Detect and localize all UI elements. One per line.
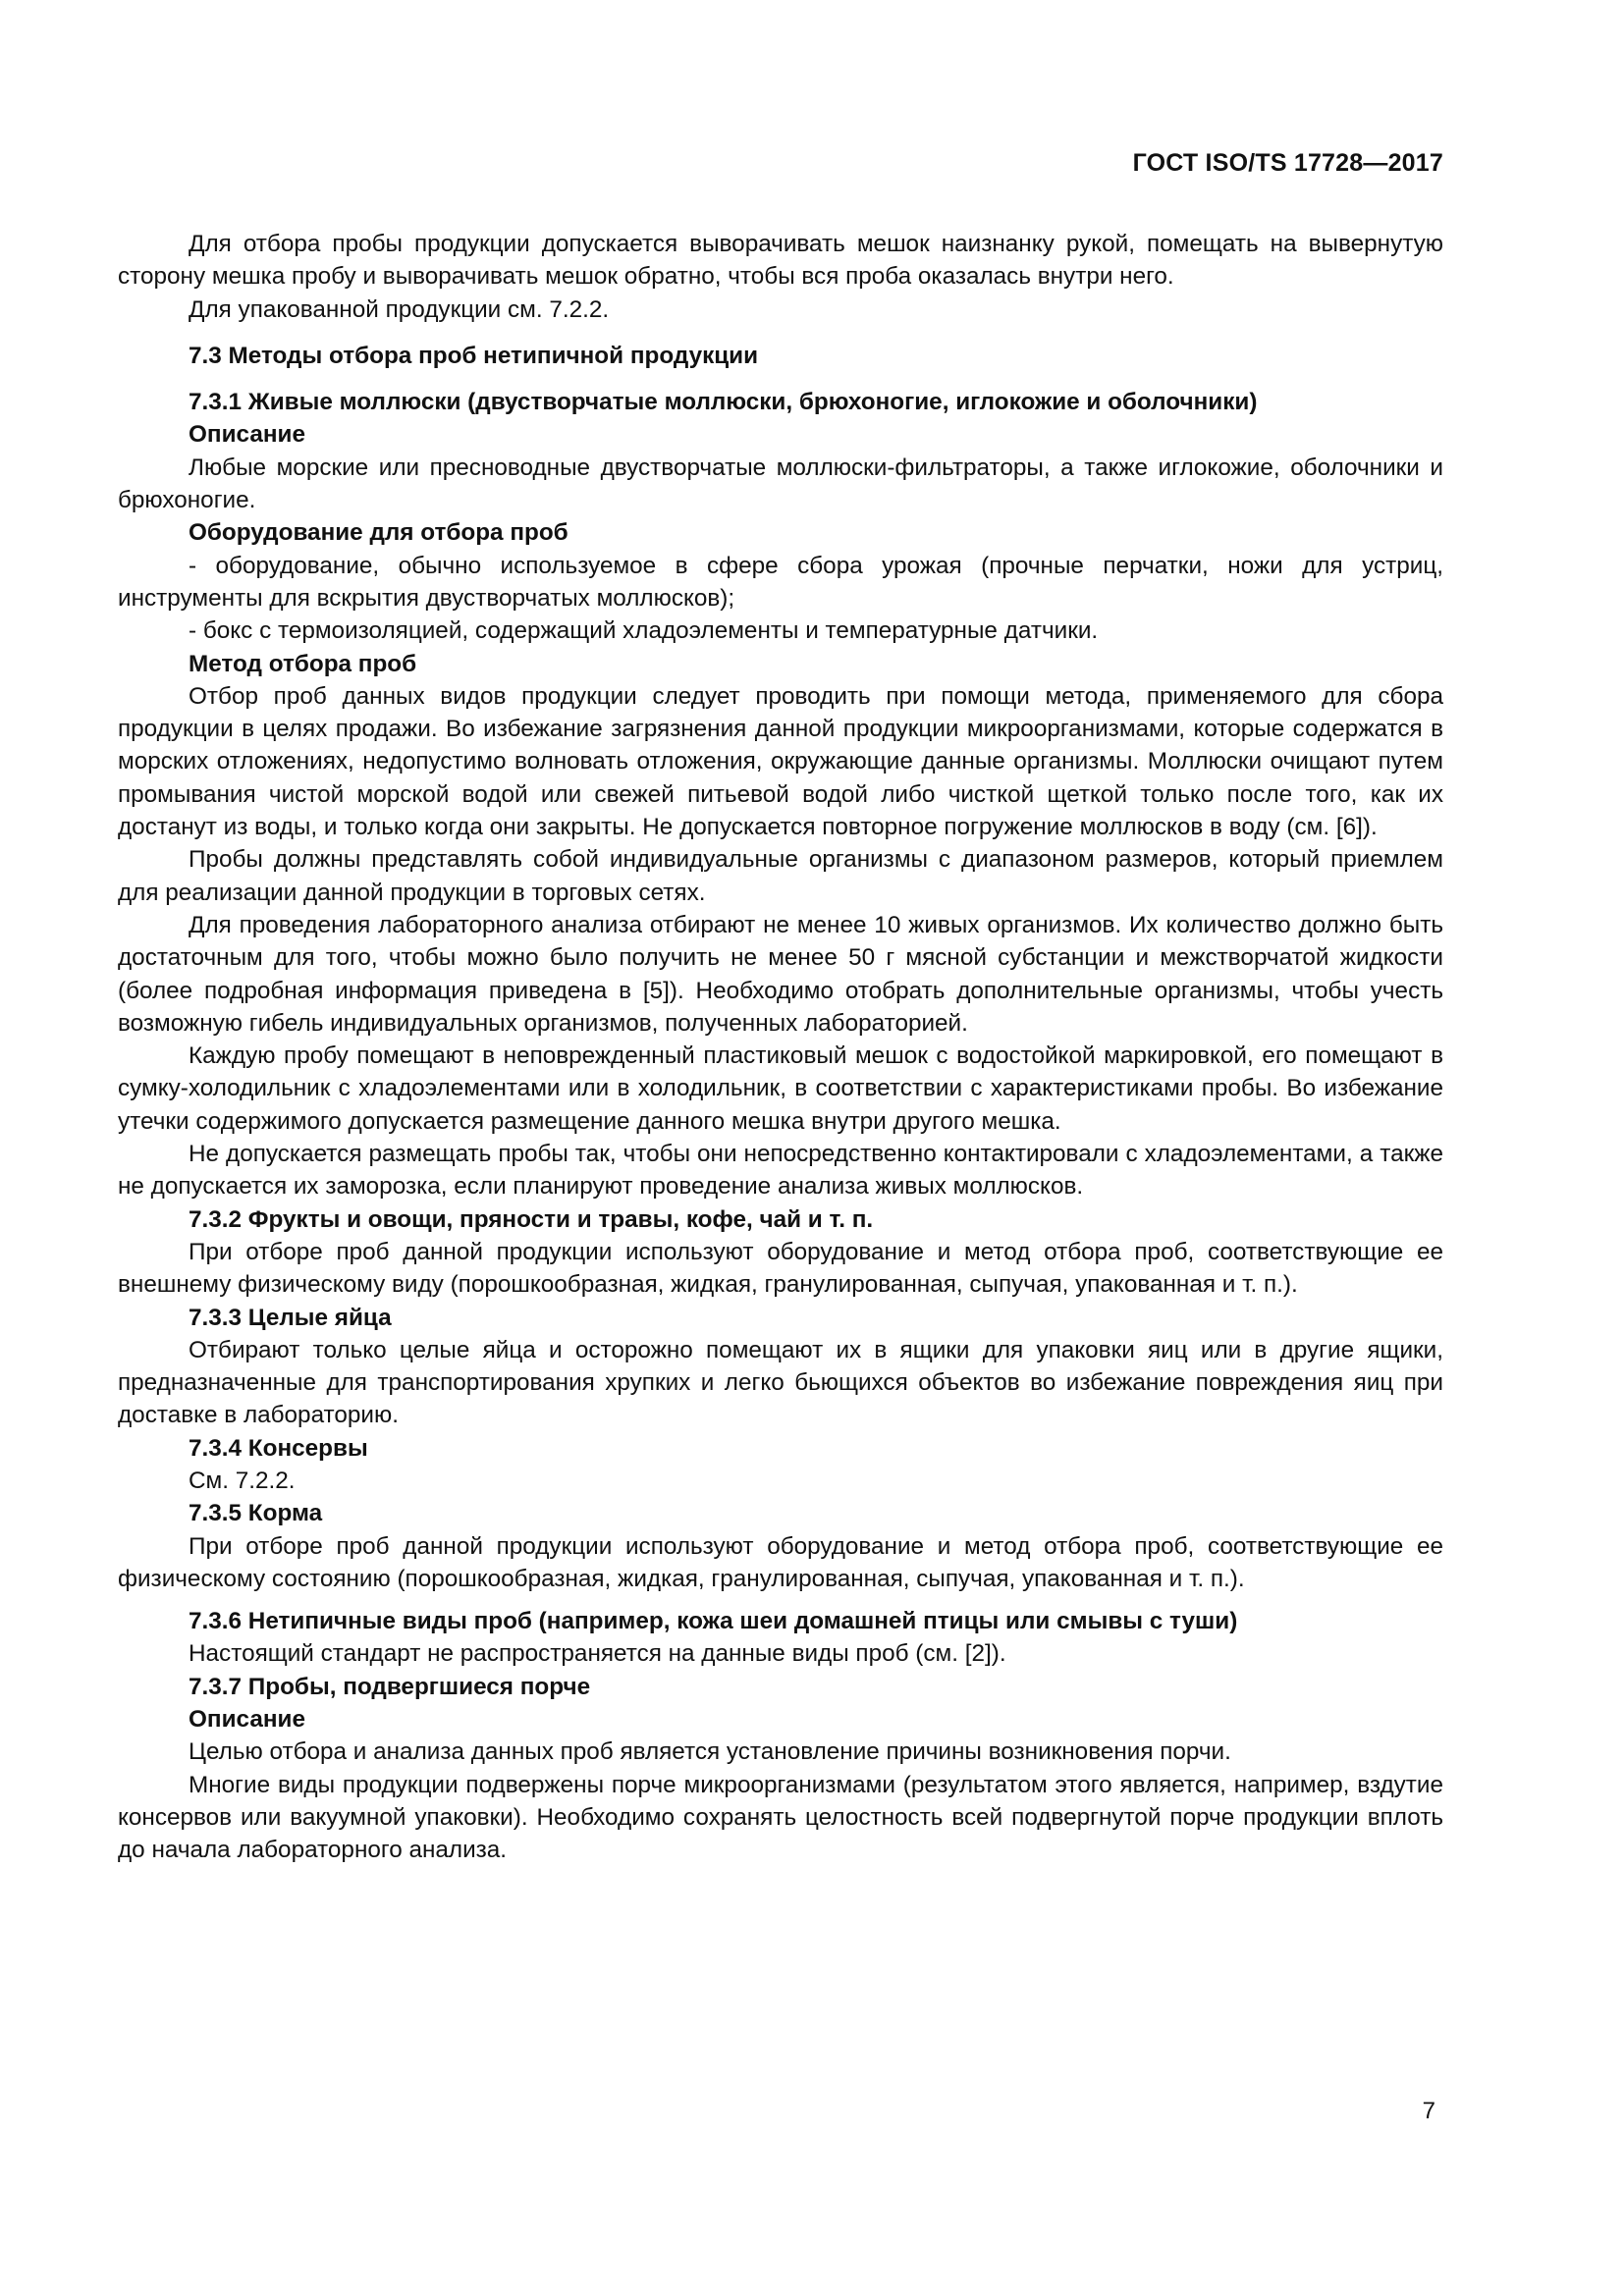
paragraph: Не допускается размещать пробы так, чтобы они непосредственно контактировали с хладоэлементами, а также не допускается их заморозка, если планируют проведение анализа живых моллюсков.	[118, 1141, 1443, 1201]
paragraph: Для проведения лабораторного анализа отбирают не менее 10 живых организмов. Их количество должно быть достаточным для того, чтобы можно было получить не менее 50 г мясной субстанции и межстворчатой жидкости (более подробная информация приведена в [5]). Необходимо отобрать дополнительные организмы, чтобы учесть возможную гибель индивидуальных организмов, полученных лабораторией.	[118, 911, 1443, 1037]
subheading-method: Метод отбора проб	[189, 650, 417, 677]
subheading-equipment: Оборудование для отбора проб	[189, 519, 568, 547]
paragraph: Любые морские или пресноводные двустворчатые моллюски-фильтраторы, а также иглокожие, оболочники и брюхоногие.	[118, 454, 1443, 514]
section-heading-7-3: 7.3 Методы отбора проб нетипичной продукции	[189, 342, 759, 369]
standard-header: ГОСТ ISO/TS 17728—2017	[1132, 149, 1443, 177]
paragraph: Многие виды продукции подвержены порче микроорганизмами (результатом этого является, например, вздутие консервов или вакуумной упаковки). Необходимо сохранять целостность всей подвергнутой порче продукции вплоть до начала лабораторного анализа.	[118, 1771, 1443, 1864]
paragraph: Для отбора пробы продукции допускается выворачивать мешок наизнанку рукой, помещать на вывернутую сторону мешка пробу и выворачивать мешок обратно, чтобы вся проба оказалась внутри него.	[118, 231, 1443, 291]
document-body	[118, 228, 1443, 1867]
section-heading-7-3-6: 7.3.6 Нетипичные виды проб (например, кожа шеи домашней птицы или смывы с туши)	[189, 1608, 1238, 1635]
paragraph: Отбор проб данных видов продукции следует проводить при помощи метода, применяемого для сбора продукции в целях продажи. Во избежание загрязнения данной продукции микроорганизмами, которые содержатся в морских отложениях, недопустимо волновать отложения, окружающие данные организмы. Моллюски очищают путем промывания чистой морской водой или свежей питьевой водой либо чисткой щеткой только после того, как их достанут из воды, и только когда они закрыты. Не допускается повторное погружение моллюсков в воду (см. [6]).	[118, 682, 1443, 841]
paragraph: См. 7.2.2.	[189, 1467, 296, 1494]
section-heading-7-3-3: 7.3.3 Целые яйца	[189, 1304, 392, 1331]
paragraph: Настоящий стандарт не распространяется на данные виды проб (см. [2]).	[189, 1640, 1006, 1668]
section-heading-7-3-2: 7.3.2 Фрукты и овощи, пряности и травы, кофе, чай и т. п.	[189, 1205, 874, 1233]
section-heading-7-3-7: 7.3.7 Пробы, подвергшиеся порче	[189, 1673, 591, 1700]
subheading-description: Описание	[189, 421, 305, 449]
paragraph: Пробы должны представлять собой индивидуальные организмы с диапазоном размеров, который приемлем для реализации данной продукции в торговых сетях.	[118, 846, 1443, 906]
paragraph: Отбирают только целые яйца и осторожно помещают их в ящики для упаковки яиц или в другие ящики, предназначенные для транспортирования хрупких и легко бьющихся объектов во избежание повреждения яиц при доставке в лабораторию.	[118, 1336, 1443, 1429]
paragraph: Целью отбора и анализа данных проб является установление причины возникновения порчи.	[189, 1738, 1231, 1766]
list-item: - бокс с термоизоляцией, содержащий хладоэлементы и температурные датчики.	[189, 617, 1099, 645]
paragraph: Для упакованной продукции см. 7.2.2.	[189, 295, 610, 323]
subheading-description: Описание	[189, 1706, 305, 1734]
paragraph: Каждую пробу помещают в неповрежденный пластиковый мешок с водостойкой маркировкой, его помещают в сумку-холодильник с хладоэлементами или в холодильник, в соответствии с характеристиками пробы. Во избежание утечки содержимого допускается размещение данного мешка внутри другого мешка.	[118, 1042, 1443, 1135]
section-heading-7-3-1: 7.3.1 Живые моллюски (двустворчатые моллюски, брюхоногие, иглокожие и оболочники)	[189, 389, 1258, 416]
paragraph: При отборе проб данной продукции используют оборудование и метод отбора проб, соответствующие ее внешнему физическому виду (порошкообразная, жидкая, гранулированная, сыпучая, упакованная и т. п.).	[118, 1238, 1443, 1299]
paragraph: При отборе проб данной продукции используют оборудование и метод отбора проб, соответствующие ее физическому состоянию (порошкообразная, жидкая, гранулированная, сыпучая, упакованная и т. п.).	[118, 1532, 1443, 1592]
page-number: 7	[1422, 2098, 1435, 2124]
section-heading-7-3-4: 7.3.4 Консервы	[189, 1434, 368, 1462]
section-heading-7-3-5: 7.3.5 Корма	[189, 1500, 323, 1527]
list-item: - оборудование, обычно используемое в сфере сбора урожая (прочные перчатки, ножи для устриц, инструменты для вскрытия двустворчатых моллюсков);	[118, 552, 1443, 612]
